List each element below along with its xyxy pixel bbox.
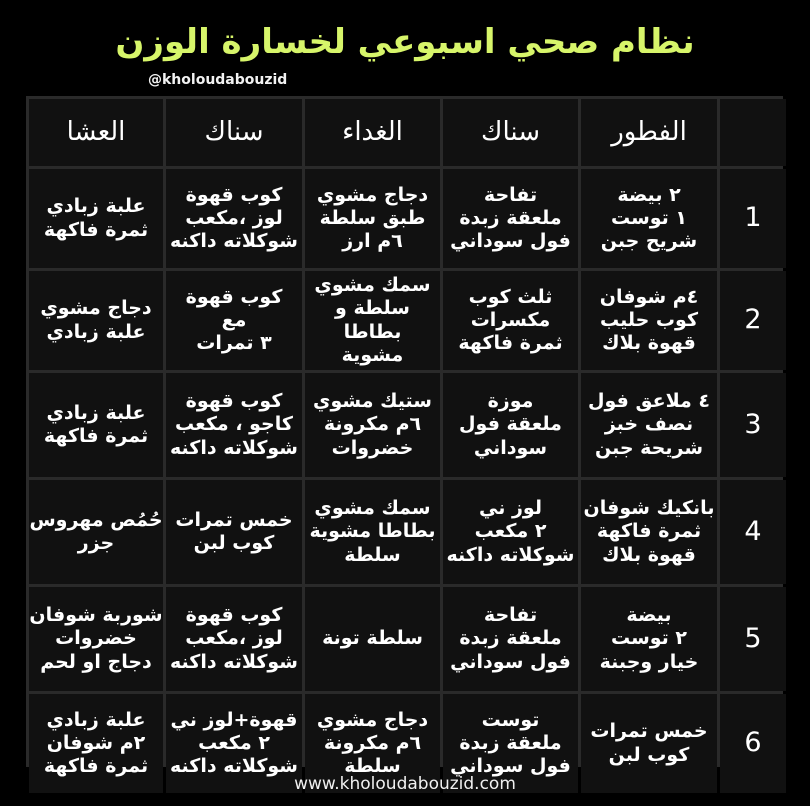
meal-text: خمس تمرات كوب لبن <box>175 508 293 554</box>
day-number-text: 5 <box>744 622 762 654</box>
table-cell <box>29 587 163 691</box>
meal-text: سمك مشوي بطاطا مشوية سلطة <box>309 497 436 566</box>
table-cell <box>29 373 163 477</box>
table-cell <box>166 587 302 691</box>
header-dinner: العشا <box>29 99 163 166</box>
day-number-text: 6 <box>744 727 762 759</box>
table-cell <box>305 373 440 477</box>
day-number <box>720 480 786 584</box>
meal-text: شوربة شوفان خضروات دجاج او لحم <box>29 604 163 673</box>
header-snack-2: سناك <box>166 99 302 166</box>
table-cell <box>581 271 717 370</box>
day-number <box>720 373 786 477</box>
table-cell <box>29 169 163 268</box>
day-number <box>720 169 786 268</box>
table-cell <box>166 271 302 370</box>
author-handle: @kholoudabouzid <box>148 72 288 88</box>
website-url: www.kholoudabouzid.com <box>294 774 516 794</box>
header-corner <box>720 99 786 166</box>
day-number-text: 2 <box>744 304 762 336</box>
table-cell <box>443 587 578 691</box>
meal-text: كوب قهوة مع ٣ تمرات <box>185 285 283 355</box>
header-lunch: الغداء <box>305 99 440 166</box>
meal-text: سلطة تونة <box>322 627 423 650</box>
meal-text: دجاج مشوي علبة زبادي <box>40 297 152 343</box>
meal-text: علبة زبادي ٢م شوفان ثمرة فاكهة <box>43 708 149 778</box>
table-cell <box>166 169 302 268</box>
meal-text: بانكيك شوفان ثمرة فاكهة قهوة بلاك <box>583 497 715 566</box>
table-cell <box>305 271 440 370</box>
table-cell <box>443 480 578 584</box>
table-cell <box>443 373 578 477</box>
page-title: نظام صحي اسبوعي لخسارة الوزن <box>115 22 695 62</box>
table-cell <box>305 587 440 691</box>
meal-text: ٢ بيضة ١ توست شريح جبن <box>600 183 698 253</box>
meal-text: ٤م شوفان كوب حليب قهوة بلاك <box>599 285 699 355</box>
header-breakfast: الفطور <box>581 99 717 166</box>
meal-text: تفاحة ملعقة زبدة فول سوداني <box>450 604 571 673</box>
meal-text: سمك مشوي سلطة و بطاطا مشوية <box>314 274 431 366</box>
meal-text: ٤ ملاعق فول نصف خبز شريحة جبن <box>588 390 710 459</box>
meal-text: حُمُص مهروس جزر <box>29 508 163 554</box>
table-cell <box>305 169 440 268</box>
meal-text: كوب قهوة كاجو ، مكعب شوكلاته داكنه <box>170 390 298 459</box>
table-cell <box>29 480 163 584</box>
table-cell <box>443 271 578 370</box>
meal-text: دجاج مشوي طبق سلطة ٦م ارز <box>316 183 429 253</box>
meal-text: علبة زبادي ثمرة فاكهة <box>43 401 149 447</box>
meal-text: قهوة+لوز ني ٢ مكعب شوكلاته داكنه <box>170 708 298 778</box>
day-number <box>720 271 786 370</box>
meal-text: علبة زبادي ثمرة فاكهة <box>43 195 149 241</box>
meal-text: دجاج مشوي ٦م مكرونة سلطة <box>316 708 429 778</box>
table-cell <box>581 480 717 584</box>
table-cell <box>166 480 302 584</box>
header-snack-1: سناك <box>443 99 578 166</box>
meal-text: ستيك مشوي ٦م مكرونة خضروات <box>313 390 432 459</box>
meal-text: موزة ملعقة فول سوداني <box>459 390 562 459</box>
day-number-text: 4 <box>744 515 762 547</box>
table-cell <box>581 169 717 268</box>
table-cell <box>581 373 717 477</box>
meal-text: بيضة ٢ توست خيار وجبنة <box>599 604 699 673</box>
meal-plan-table <box>26 96 783 778</box>
table-cell <box>581 587 717 691</box>
meal-text: توست ملعقة زبدة فول سوداني <box>450 708 571 778</box>
day-number-text: 1 <box>744 202 762 234</box>
table-cell <box>305 480 440 584</box>
table-cell <box>166 373 302 477</box>
meal-text: خمس تمرات كوب لبن <box>590 720 708 766</box>
meal-text: كوب قهوة لوز ،مكعب شوكلاته داكنه <box>170 183 298 253</box>
table-cell <box>29 271 163 370</box>
day-number <box>720 587 786 691</box>
meal-text: كوب قهوة لوز ،مكعب شوكلاته داكنه <box>170 604 298 673</box>
meal-text: ثلث كوب مكسرات ثمرة فاكهة <box>458 285 563 355</box>
meal-text: تفاحة ملعقة زبدة فول سوداني <box>450 183 571 253</box>
meal-text: لوز ني ٢ مكعب شوكلاته داكنه <box>446 497 575 566</box>
table-cell <box>443 169 578 268</box>
day-number-text: 3 <box>744 408 762 440</box>
